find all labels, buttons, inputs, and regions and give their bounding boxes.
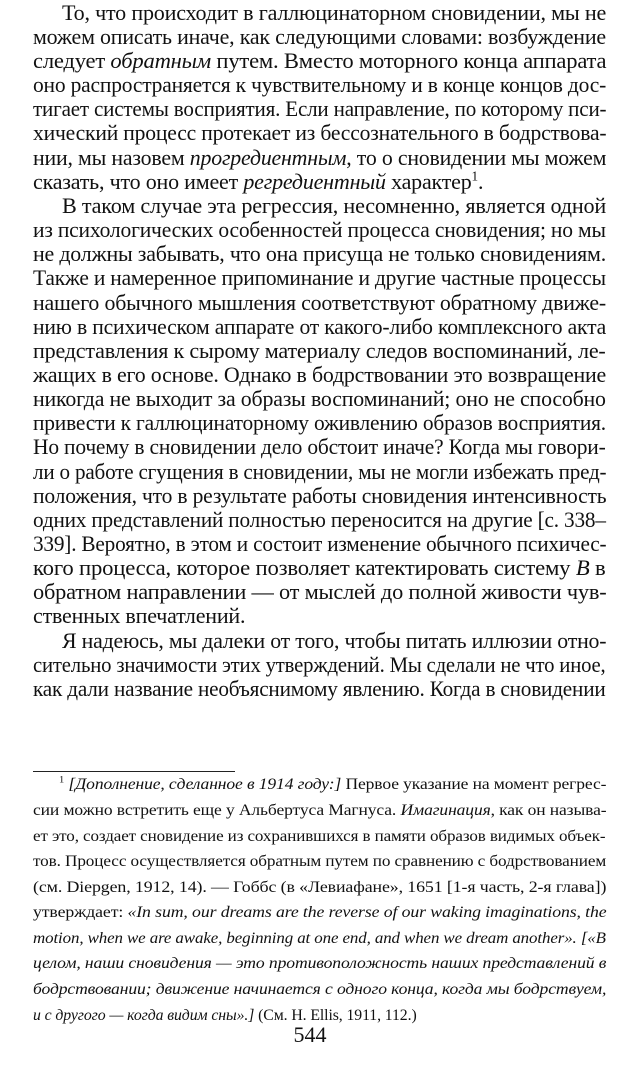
footnote-line	[59, 777, 606, 793]
text-run: привести к галлюцинаторному оживлению образов восприятия.	[33, 410, 606, 435]
footnote-line	[33, 829, 605, 845]
text-line	[62, 195, 606, 217]
text-line	[62, 630, 606, 652]
text-run: кого процесса, которое позволяет катектировать систему	[33, 555, 576, 580]
text-run: нашего обычного мышления соответствуют обратному движе-	[33, 290, 606, 315]
text-line	[33, 50, 606, 72]
text-run: нии, мы назовем	[33, 145, 190, 170]
text-line	[33, 219, 606, 241]
text-run: обратном направлении — от мыслей до полной живости чув-	[33, 579, 607, 604]
emphasis-text: бодрствовании; движение начинается с одного конца, когда мы бодрствуем,	[33, 981, 607, 998]
text-run: никогда не выходит за образы воспоминаний; оно не способно	[33, 386, 606, 411]
text-line	[33, 533, 606, 555]
text-run: положения, что в результате работы сновидения интенсивность	[33, 483, 607, 508]
text-line	[33, 412, 606, 434]
text-run: В таком случае эта регрессия, несомненно, является одной	[62, 193, 607, 218]
text-run: сказать, что оно имеет	[33, 169, 244, 194]
text-line	[33, 605, 245, 627]
text-run: нию в психическом аппарате от какого-либо комплексного акта	[33, 314, 607, 339]
footnote-marker: 1	[59, 775, 65, 786]
footnote-line	[33, 880, 606, 896]
text-line	[33, 557, 605, 579]
text-line	[33, 461, 606, 483]
text-run: жащих в его основе. Однако в бодрствовании это возвращение	[33, 362, 607, 387]
text-line	[33, 364, 606, 386]
text-line	[33, 26, 606, 48]
text-line	[33, 147, 606, 169]
emphasis-text: целом, наши сновидения — это противоположность наших представлений в	[33, 955, 607, 972]
text-run: представления к сырому материалу следов воспоминаний, ле-	[33, 338, 606, 363]
emphasis-text: прогредиентным	[189, 145, 347, 170]
footnote-line	[33, 905, 607, 921]
text-line	[33, 122, 606, 144]
text-run: не должны забывать, что она присуща не только сновидениям.	[33, 241, 606, 266]
footnote-line	[33, 854, 606, 870]
text-run: ственных впечатлений.	[33, 603, 246, 628]
text-run: Также и намеренное припоминание и другие частные процессы	[33, 265, 606, 290]
text-run: хический процесс протекает из бессознательного в бодрствова-	[33, 120, 607, 145]
text-run: в	[589, 555, 606, 580]
text-run: , то о сновидении мы можем	[346, 145, 607, 170]
page-number: 544	[293, 1022, 327, 1047]
text-line	[33, 292, 606, 314]
footnote-line	[33, 1008, 417, 1024]
text-line	[33, 267, 606, 289]
text-run: характер	[385, 169, 472, 194]
text-line	[33, 436, 606, 458]
footnote-line	[33, 931, 606, 947]
emphasis-text: [«В	[580, 930, 606, 947]
text-run: оно распространяется к чувствительному и в конце концов дос-	[33, 72, 607, 97]
text-run: тигает системы восприятия. Если направление, по которому пси-	[33, 96, 607, 121]
text-line	[33, 243, 606, 265]
text-run: следует	[33, 48, 111, 73]
text-line	[33, 509, 606, 531]
text-line	[62, 2, 606, 24]
text-run: 339]. Вероятно, в этом и состоит изменение обычного психичес-	[33, 531, 607, 556]
text-line	[33, 388, 606, 410]
text-run: ет это, создает сновидение из сохранившихся в памяти образов видимых объек-	[33, 828, 606, 845]
text-run: путем. Вместо моторного конца аппарата	[210, 48, 607, 73]
text-run: можем описать иначе, как следующими словами: возбуждение	[33, 24, 606, 49]
emphasis-text: «In sum, our dreams are the reverse of our waking imaginations, the	[127, 904, 607, 921]
text-line	[33, 74, 606, 96]
text-run: , как он называ-	[490, 802, 607, 819]
text-line	[33, 678, 606, 700]
text-run: .	[477, 169, 484, 194]
text-run: как дали название необъяснимому явлению. Когда в сновидении	[33, 676, 606, 701]
text-run: ли о работе сгущения в сновидении, мы не могли избежать пред-	[33, 459, 607, 484]
text-run: тов. Процесс осуществляется обратным путем по сравнению с бодрствованием	[33, 853, 607, 870]
text-run: (См. H. Ellis, 1911, 112.)	[254, 1007, 417, 1024]
footnote-line	[33, 803, 606, 819]
emphasis-text: и с другого — когда видим сны».]	[33, 1007, 255, 1024]
text-run: сительно значимости этих утверждений. Мы сделали не что иное,	[33, 652, 606, 677]
text-run: утверждает:	[33, 904, 128, 921]
text-line	[33, 168, 484, 194]
text-run: Но почему в сновидении дело обстоит иначе? Когда мы говори-	[33, 434, 606, 459]
emphasis-text: [Дополнение, сделанное в 1914 году:]	[68, 776, 342, 793]
text-line	[33, 340, 606, 362]
emphasis-text: регредиентный	[243, 169, 386, 194]
text-run: То, что происходит в галлюцинаторном сновидении, мы не	[62, 0, 607, 25]
text-run: Я надеюсь, мы далеки от того, чтобы питать иллюзии отно-	[62, 628, 607, 653]
emphasis-text: В	[575, 555, 590, 580]
text-line	[33, 654, 606, 676]
text-line	[33, 581, 606, 603]
text-run: одних представлений полностью переносится на другие [с. 338–	[33, 507, 606, 532]
footnote-marker: 1	[471, 168, 478, 184]
text-run: (см. Diepgen, 1912, 14). — Гоббс (в «Левиафане», 1651 [1-я часть, 2-я глава])	[33, 879, 607, 896]
emphasis-text: обратным	[110, 48, 211, 73]
footnote-separator	[33, 771, 235, 772]
text-run: из психологических особенностей процесса сновидения; но мы	[33, 217, 606, 242]
emphasis-text: Имагинация	[400, 802, 491, 819]
emphasis-text: motion, when we are awake, beginning at one end, and when we dream another».	[33, 930, 577, 947]
text-run: сии можно встретить еще у Альбертуса Магнуса.	[33, 802, 401, 819]
footnote-line	[33, 982, 606, 998]
footnote-line	[33, 956, 606, 972]
text-line	[33, 485, 606, 507]
text-line	[33, 98, 606, 120]
text-run: Первое указание на момент регрес-	[341, 776, 607, 793]
text-line	[33, 316, 606, 338]
